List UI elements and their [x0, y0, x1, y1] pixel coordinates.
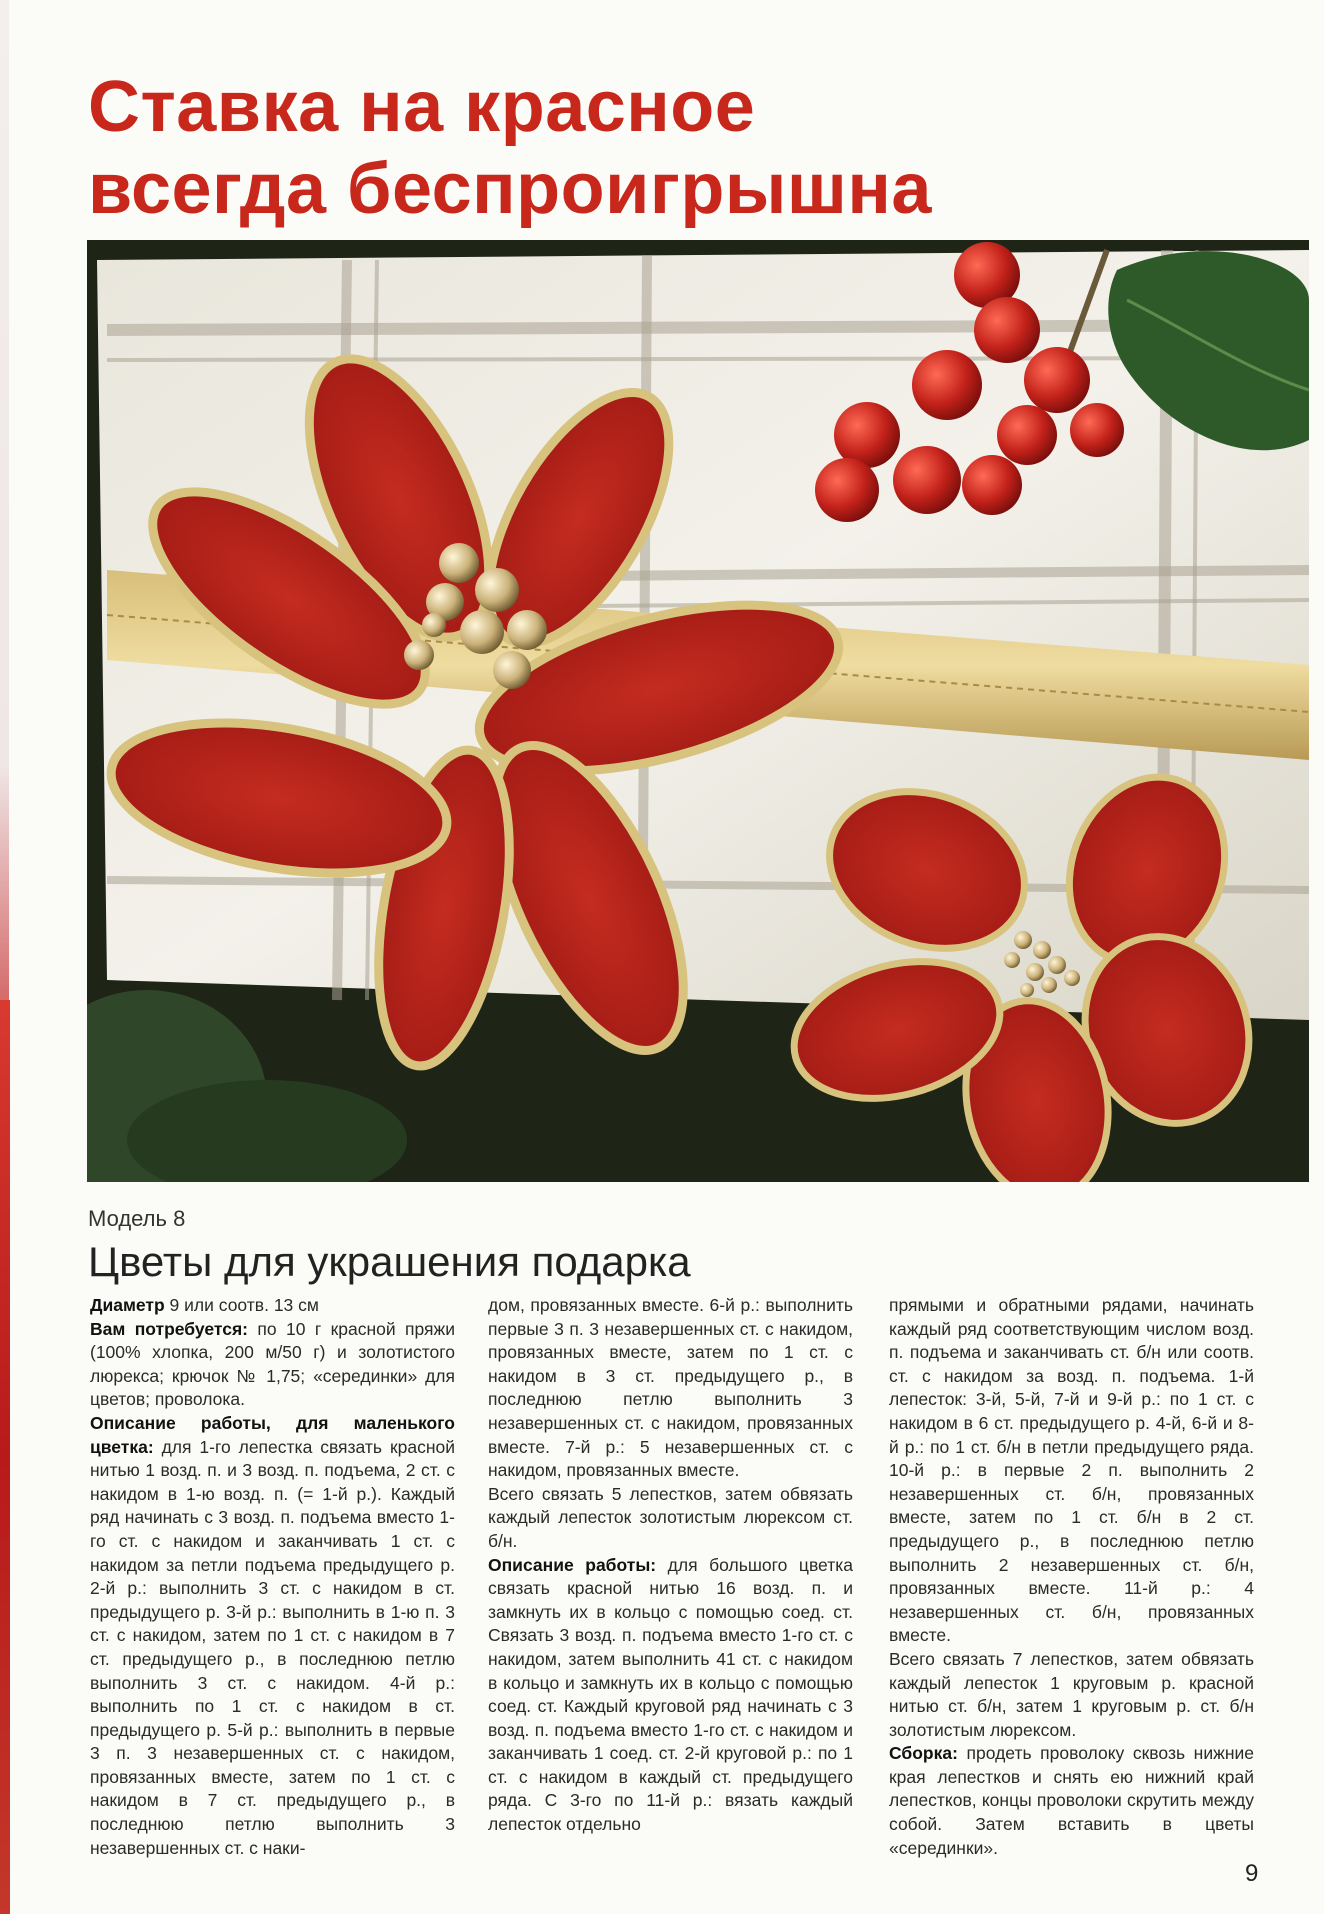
small-flower-label: Описание работы, для маленького цветка:: [90, 1412, 455, 1457]
text-column-1: [90, 1294, 455, 1860]
small-flower-text: для 1-го лепестка связать красной нитью 1 возд. п. и 3 возд. п. подъема, 2 ст. с накидом в 1-ю возд. п. (= 1-й р.). Каждый ряд начинать с 3 возд. п. подъема вместо 1-го ст. с накидом и заканчивать 1 ст. с накидом за петли подъема предыдущего р. 2-й р.: выполнить 3 ст. с накидом в ст. предыдущего р. 3-й р.: выполнить в 1-ю п. 3 ст. с накидом, затем по 1 ст. с накидом в 7 ст. предыдущего р., в последнюю петлю выполнить 3 ст. с накидом. 4-й р.: выполнить по 1 ст. с накидом в ст. предыдущего р. 5-й р.: выполнить в первые 3 п. 3 незавершенных ст. с накидом, провязанных вместе, затем по 1 ст. с накидом в 7 ст. предыдущего р., в последнюю петлю выполнить 3 незавершенных ст. с наки-: [90, 1436, 455, 1858]
col2-paragraph-2: Всего связать 5 лепестков, затем обвязать каждый лепесток золотистым люрексом ст. б/н.: [488, 1483, 853, 1551]
diameter-label: Диаметр: [90, 1295, 165, 1315]
col3-paragraph-2: Всего связать 7 лепестков, затем обвязать каждый лепесток 1 круговым р. красной нитью ст. б/н, затем 1 круговым р. ст. б/н золотистым люрексом.: [889, 1648, 1254, 1740]
model-label: Модель 8: [88, 1206, 186, 1231]
text-column-2: [488, 1294, 853, 1837]
page-title: [88, 66, 1088, 230]
materials-label: Вам потребуется:: [90, 1318, 248, 1339]
assembly-paragraph: [889, 1742, 1254, 1860]
text-column-3: [889, 1294, 1254, 1860]
title-line-2: всегда беспроигрышна: [88, 149, 932, 229]
assembly-text: продеть проволоку сквозь нижние края лепестков и снять ею нижний край лепестков, концы проволоки скрутить между собой. Затем вставить в цветы «серединки».: [889, 1743, 1254, 1858]
page-number: 9: [1245, 1860, 1259, 1887]
materials-text: по 10 г красной пряжи (100% хлопка, 200 м/50 г) и золотистого люрекса; крючок № 1,75; «серединки» для цветов; проволока.: [90, 1318, 455, 1410]
diameter-text: 9 или соотв. 13 см: [164, 1295, 319, 1315]
col3-paragraph-1: прямыми и обратными рядами, начинать каждый ряд соответствующим числом возд. п. подъема и заканчивать ст. б/н или соотв. ст. с накидом за возд. п. подъема. 1-й лепесток: 3-й, 5-й, 7-й и 9-й р.: по 1 ст. с накидом в 6 ст. предыдущего р. 4-й, 6-й и 8-й р.: по 1 ст. б/н в петли предыдущего ряда. 10-й р.: в первые 2 п. выполнить 2 незавершенных ст. б/н, провязанных вместе, затем по 1 ст. б/н в 2 ст. предыдущего р., в последнюю петлю выполнить 2 незавершенных ст. б/н, провязанных вместе. 11-й р.: 4 незавершенных ст. б/н, провязанных вместе.: [889, 1295, 1254, 1646]
article-subtitle: Цветы для украшения подарка: [88, 1238, 691, 1285]
page-edge-red-strip: [0, 1000, 10, 1914]
assembly-label: Сборка:: [889, 1743, 958, 1764]
flowers-photo: [87, 240, 1309, 1182]
materials-paragraph: [90, 1318, 455, 1412]
title-line-1: Ставка на красное: [88, 67, 756, 147]
large-flower-text: для большого цветка связать красной нитью 16 возд. п. и замкнуть их в кольцо с помощью соед. ст. Связать 3 возд. п. подъема вместо 1-го ст. с накидом, затем выполнить 41 ст. с накидом в кольцо и замкнуть их в кольцо с помощью соед. ст. Каждый круговой ряд начинать с 3 возд. п. подъема вместо 1-го ст. с накидом и заканчивать 1 соед. ст. 2-й круговой р.: по 1 ст. с накидом в каждый ст. предыдущего ряда. С 3-го по 11-й р.: вязать каждый лепесток отдельно: [488, 1554, 853, 1835]
col2-paragraph-1: дом, провязанных вместе. 6-й р.: выполнить первые 3 п. 3 незавершенных ст. с накидом, провязанных вместе, затем по 1 ст. с накидом в 3 ст. предыдущего р., в последнюю петлю выполнить 3 незавершенных ст. с накидом, провязанных вместе. 7-й р.: 5 незавершенных ст. с накидом, провязанных вместе.: [488, 1295, 853, 1481]
diameter-paragraph: [90, 1294, 455, 1318]
small-flower-paragraph: [90, 1412, 455, 1860]
large-flower-paragraph: [488, 1554, 853, 1837]
large-flower-label: Описание работы:: [488, 1554, 657, 1575]
